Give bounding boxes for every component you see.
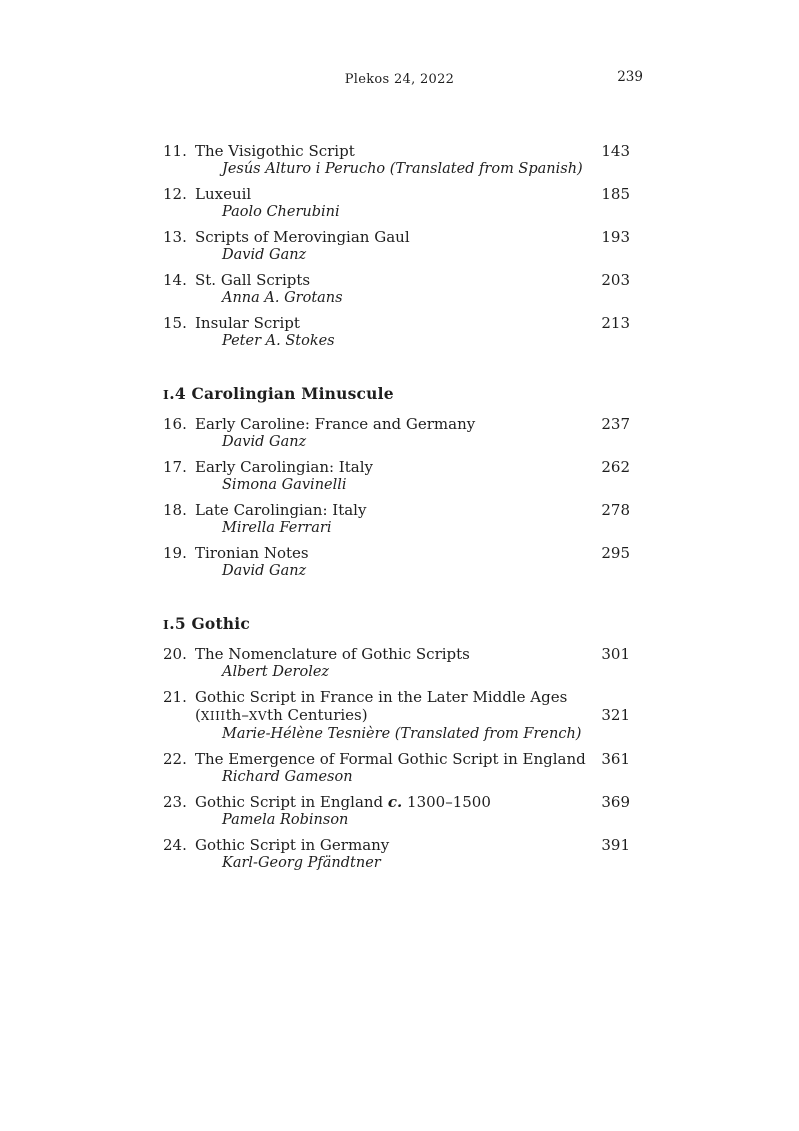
toc-entry xyxy=(163,793,630,829)
text-segment: I xyxy=(163,387,170,402)
entry-title-line xyxy=(195,836,630,854)
entry-title xyxy=(195,793,491,811)
entry-title xyxy=(195,228,410,246)
running-head: Plekos 24, 2022 xyxy=(344,72,455,87)
toc-entry xyxy=(163,645,630,681)
text-segment: th– xyxy=(225,706,249,724)
text-segment: .5 Gothic xyxy=(169,614,251,633)
toc-entry xyxy=(163,458,630,494)
entry-title xyxy=(195,415,475,433)
entry-number: 11. xyxy=(163,142,187,160)
text-segment: ( xyxy=(195,706,201,724)
entry-author: Marie-Hélène Tesnière (Translated from French) xyxy=(222,726,582,742)
entry-author: Pamela Robinson xyxy=(222,812,349,828)
entry-title-line xyxy=(195,645,630,663)
entry-title-line xyxy=(195,793,630,811)
entry-page-ref: 301 xyxy=(601,645,630,663)
entry-page-ref: 185 xyxy=(601,185,630,203)
entry-author: Peter A. Stokes xyxy=(222,333,335,349)
text-segment: Gothic Script in England xyxy=(195,793,388,811)
entry-title-line xyxy=(195,544,630,562)
text-segment: Early Carolingian: Italy xyxy=(195,458,373,476)
entry-title-line xyxy=(195,185,630,203)
entry-title xyxy=(195,645,470,663)
entry-page-ref: 262 xyxy=(601,458,630,476)
entry-page-ref: 143 xyxy=(601,142,630,160)
entry-number: 23. xyxy=(163,793,187,811)
entry-title-line xyxy=(195,142,630,160)
toc-entry xyxy=(163,544,630,580)
entry-title xyxy=(195,185,251,203)
text-segment: The Emergence of Formal Gothic Script in England xyxy=(195,750,586,768)
toc-entry xyxy=(163,688,630,743)
entry-author: Paolo Cherubini xyxy=(222,204,340,220)
entry-author: David Ganz xyxy=(222,434,307,450)
entry-title-line xyxy=(195,688,630,706)
entry-title xyxy=(195,750,586,768)
toc-entry xyxy=(163,415,630,451)
entry-title xyxy=(195,544,309,562)
entry-author: Karl-Georg Pfändtner xyxy=(222,855,381,871)
entry-author: Richard Gameson xyxy=(222,769,353,785)
entry-title-line xyxy=(195,314,630,332)
entry-author: Anna A. Grotans xyxy=(222,290,343,306)
text-segment: 1300–1500 xyxy=(402,793,491,811)
entry-title-line xyxy=(195,501,630,519)
entry-title xyxy=(195,706,368,725)
entry-number: 14. xyxy=(163,271,187,289)
toc-entry xyxy=(163,750,630,786)
entry-number: 24. xyxy=(163,836,187,854)
entry-title-line xyxy=(195,458,630,476)
text-segment: The Visigothic Script xyxy=(195,142,355,160)
entry-number: 20. xyxy=(163,645,187,663)
entry-page-ref: 237 xyxy=(601,415,630,433)
toc-entry xyxy=(163,501,630,537)
text-segment: Early Caroline: France and Germany xyxy=(195,415,476,433)
toc-entry xyxy=(163,314,630,350)
entry-title xyxy=(195,271,310,289)
entry-author: Albert Derolez xyxy=(222,664,330,680)
page-number: 239 xyxy=(617,69,643,85)
text-segment: Scripts of Merovingian Gaul xyxy=(195,228,410,246)
section-heading xyxy=(163,385,630,404)
entry-title-line xyxy=(195,271,630,289)
entry-page-ref: 193 xyxy=(601,228,630,246)
entry-number: 22. xyxy=(163,750,187,768)
text-segment: Gothic Script in France in the Later Middle Ages xyxy=(195,688,568,706)
entry-title-line xyxy=(195,706,630,725)
entry-number: 13. xyxy=(163,228,187,246)
entry-page-ref: 278 xyxy=(601,501,630,519)
entry-title xyxy=(195,314,300,332)
entry-page-ref: 295 xyxy=(601,544,630,562)
text-segment: I xyxy=(163,617,170,632)
text-segment: Insular Script xyxy=(195,314,300,332)
entry-title-line xyxy=(195,415,630,433)
entry-page-ref: 361 xyxy=(601,750,630,768)
entry-page-ref: 391 xyxy=(601,836,630,854)
text-segment: Late Carolingian: Italy xyxy=(195,501,367,519)
entry-title xyxy=(195,501,366,519)
entry-title xyxy=(195,836,389,854)
entry-number: 21. xyxy=(163,688,187,706)
text-segment: XIII xyxy=(200,709,226,723)
text-segment: Gothic Script in Germany xyxy=(195,836,390,854)
entry-title xyxy=(195,688,567,706)
text-segment: Luxeuil xyxy=(195,185,252,203)
toc-entry xyxy=(163,228,630,264)
entry-page-ref: 213 xyxy=(601,314,630,332)
text-segment: .4 Carolingian Minuscule xyxy=(169,384,394,403)
entry-number: 12. xyxy=(163,185,187,203)
entry-title xyxy=(195,142,355,160)
section-heading xyxy=(163,615,630,634)
entry-title xyxy=(195,458,373,476)
entry-number: 15. xyxy=(163,314,187,332)
entry-page-ref: 321 xyxy=(601,706,630,724)
entry-author: Mirella Ferrari xyxy=(222,520,332,536)
toc-entry xyxy=(163,142,630,178)
entry-number: 19. xyxy=(163,544,187,562)
text-segment: c. xyxy=(387,793,403,811)
text-segment: th Centuries) xyxy=(267,706,368,724)
toc-entry xyxy=(163,185,630,221)
text-segment: St. Gall Scripts xyxy=(195,271,311,289)
text-segment: The Nomenclature of Gothic Scripts xyxy=(195,645,470,663)
entry-author: Simona Gavinelli xyxy=(222,477,347,493)
entry-number: 17. xyxy=(163,458,187,476)
entry-author: David Ganz xyxy=(222,563,307,579)
entry-title-line xyxy=(195,228,630,246)
entry-title-line xyxy=(195,750,630,768)
entry-number: 16. xyxy=(163,415,187,433)
entry-author: David Ganz xyxy=(222,247,307,263)
entry-page-ref: 203 xyxy=(601,271,630,289)
entry-number: 18. xyxy=(163,501,187,519)
toc-entry xyxy=(163,836,630,872)
table-of-contents xyxy=(163,142,630,879)
entry-author: Jesús Alturo i Perucho (Translated from Spanish) xyxy=(222,161,583,177)
text-segment: XV xyxy=(248,709,268,723)
entry-page-ref: 369 xyxy=(601,793,630,811)
text-segment: Tironian Notes xyxy=(195,544,309,562)
toc-entry xyxy=(163,271,630,307)
